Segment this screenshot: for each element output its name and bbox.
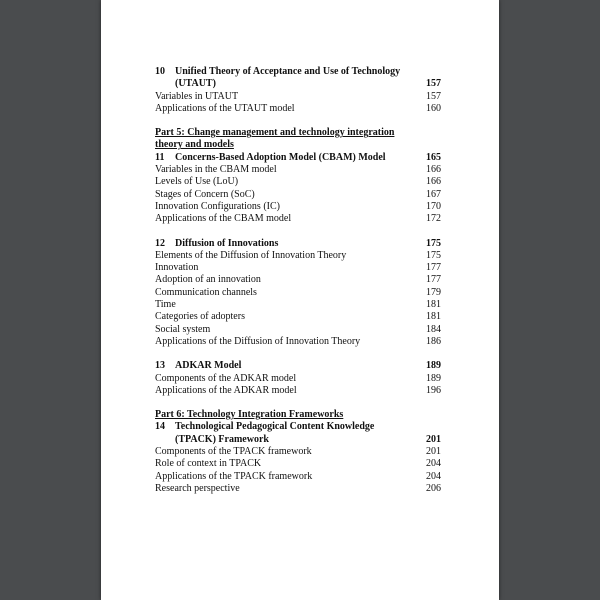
chapter-page: 157 — [426, 78, 441, 90]
entry-page: 177 — [426, 274, 441, 286]
chapter-title: Concerns-Based Adoption Model (CBAM) Model — [175, 151, 386, 163]
entry-label: Communication channels — [155, 286, 257, 298]
entry-page: 177 — [426, 262, 441, 274]
toc-entry — [155, 91, 441, 103]
toc-entry — [155, 299, 441, 311]
chapter-number: 11 — [155, 151, 165, 163]
chapter-13-heading — [155, 360, 441, 372]
entry-page: 166 — [426, 164, 441, 176]
part-6-heading — [155, 409, 441, 421]
chapter-title: Unified Theory of Acceptance and Use of Technology — [175, 66, 401, 77]
entry-label: Adoption of an innovation — [155, 274, 261, 286]
chapter-number: 13 — [155, 360, 165, 372]
toc-entry — [155, 287, 441, 299]
entry-label: Social system — [155, 323, 211, 335]
entry-page: 186 — [426, 335, 441, 347]
entry-label: Levels of Use (LoU) — [155, 176, 239, 188]
chapter-title: Technological Pedagogical Content Knowledge — [175, 421, 375, 433]
toc-entry — [155, 164, 441, 176]
entry-label: Applications of the UTAUT model — [155, 102, 295, 114]
toc-entry — [155, 274, 441, 286]
entry-label: Applications of the ADKAR model — [155, 384, 297, 396]
toc-entry — [155, 189, 441, 201]
entry-label: Applications of the Diffusion of Innovation Theory — [155, 335, 361, 347]
chapter-10-heading-cont — [155, 78, 441, 90]
entry-page: 206 — [426, 482, 441, 494]
entry-label: Time — [155, 299, 176, 311]
toc-entry — [155, 213, 441, 225]
chapter-page: 189 — [426, 360, 441, 372]
entry-page: 184 — [426, 323, 441, 335]
chapter-number: 10 — [155, 66, 165, 77]
entry-label: Components of the ADKAR model — [155, 372, 297, 384]
entry-page: 157 — [426, 90, 441, 102]
toc-entry — [155, 201, 441, 213]
toc-entry — [155, 471, 441, 483]
entry-label: Variables in UTAUT — [155, 90, 239, 102]
toc-entry — [155, 176, 441, 188]
entry-page: 167 — [426, 188, 441, 200]
table-of-contents — [155, 66, 441, 495]
part-5-heading: Part 5: Change management and technology integration theory and models — [155, 127, 395, 151]
chapter-title: Diffusion of Innovations — [175, 237, 279, 249]
entry-label: Applications of the TPACK framework — [155, 470, 313, 482]
entry-label: Applications of the CBAM model — [155, 213, 292, 225]
entry-page: 204 — [426, 470, 441, 482]
toc-entry — [155, 483, 441, 495]
entry-label: Categories of adopters — [155, 311, 245, 323]
chapter-number: 12 — [155, 237, 165, 249]
toc-entry — [155, 336, 441, 348]
toc-entry — [155, 373, 441, 385]
entry-label: Role of context in TPACK — [155, 458, 262, 470]
chapter-page: 175 — [426, 237, 441, 249]
document-page — [101, 0, 499, 600]
entry-page: 166 — [426, 176, 441, 188]
chapter-11-heading — [155, 152, 441, 164]
entry-label: Components of the TPACK framework — [155, 446, 312, 458]
chapter-title: ADKAR Model — [175, 360, 242, 372]
toc-entry — [155, 250, 441, 262]
entry-page: 196 — [426, 384, 441, 396]
entry-page: 172 — [426, 213, 441, 225]
entry-page: 179 — [426, 286, 441, 298]
chapter-title-cont: (TPACK) Framework — [175, 433, 269, 445]
toc-entry — [155, 385, 441, 397]
toc-entry — [155, 311, 441, 323]
toc-entry — [155, 262, 441, 274]
chapter-page: 201 — [426, 433, 441, 445]
chapter-page: 165 — [426, 151, 441, 163]
entry-label: Variables in the CBAM model — [155, 164, 277, 176]
entry-page: 160 — [426, 102, 441, 114]
part-title: Part 6: Technology Integration Frameworks — [155, 409, 344, 421]
entry-label: Innovation — [155, 262, 199, 274]
entry-label: Innovation Configurations (IC) — [155, 200, 280, 212]
chapter-title-cont: (UTAUT) — [175, 78, 216, 90]
toc-entry — [155, 103, 441, 115]
chapter-number: 14 — [155, 421, 165, 433]
entry-label: Elements of the Diffusion of Innovation Theory — [155, 249, 347, 261]
entry-page: 181 — [426, 299, 441, 311]
chapter-14-heading-cont — [155, 434, 441, 446]
entry-page: 201 — [426, 446, 441, 458]
toc-entry — [155, 458, 441, 470]
entry-label: Research perspective — [155, 482, 240, 494]
entry-page: 181 — [426, 311, 441, 323]
entry-label: Stages of Concern (SoC) — [155, 188, 255, 200]
toc-entry — [155, 324, 441, 336]
entry-page: 189 — [426, 372, 441, 384]
entry-page: 175 — [426, 249, 441, 261]
toc-entry — [155, 446, 441, 458]
entry-page: 170 — [426, 200, 441, 212]
chapter-10-heading — [155, 66, 441, 78]
chapter-14-heading — [155, 421, 441, 433]
entry-page: 204 — [426, 458, 441, 470]
chapter-12-heading — [155, 238, 441, 250]
